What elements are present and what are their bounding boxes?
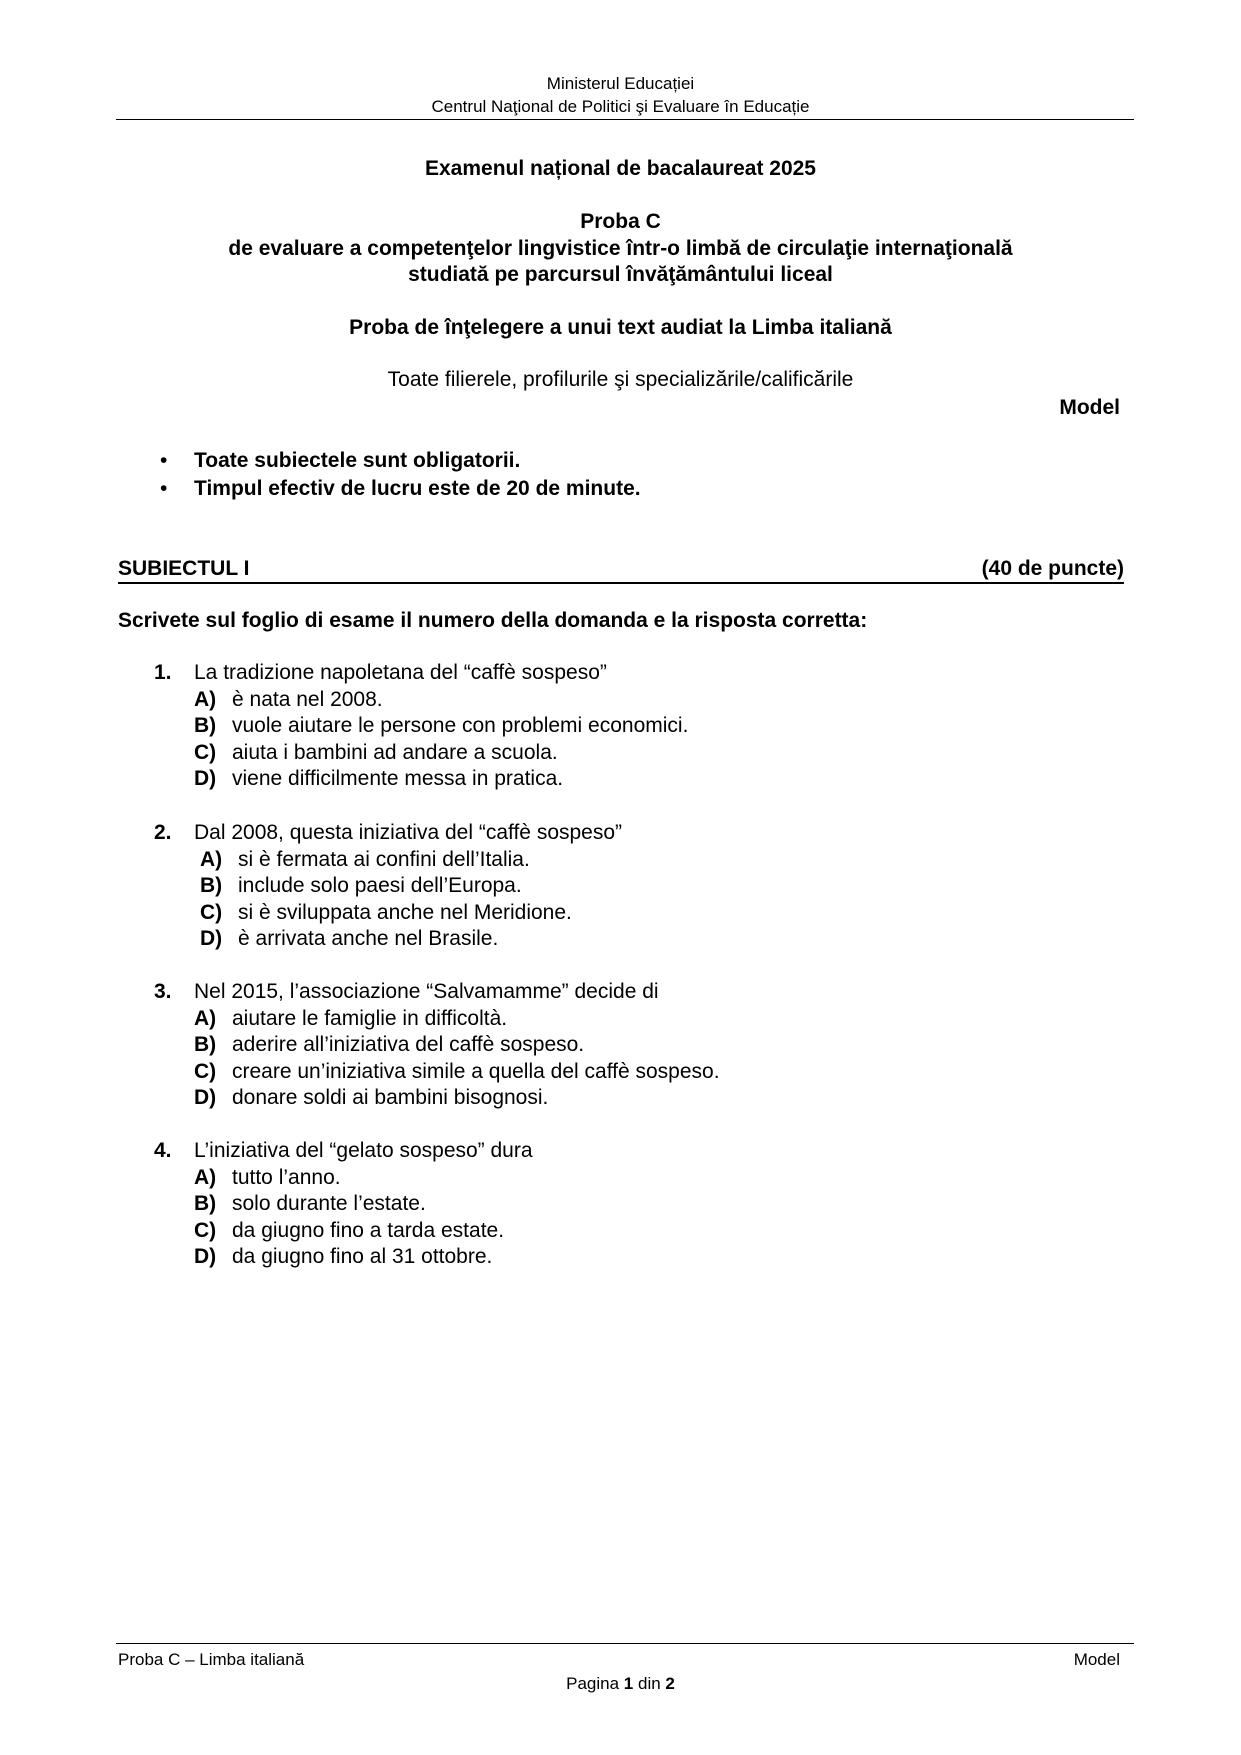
bullet-icon: • bbox=[160, 477, 168, 500]
option-letter: B) bbox=[194, 714, 217, 737]
option-text: aiutare le famiglie in difficoltà. bbox=[232, 1006, 508, 1030]
option-text: si è sviluppata anche nel Meridione. bbox=[238, 900, 572, 924]
rule-item bbox=[160, 447, 520, 474]
bullet-icon: • bbox=[160, 449, 168, 472]
subject-title: SUBIECTUL I bbox=[118, 557, 250, 580]
option-text: tutto l’anno. bbox=[232, 1165, 341, 1189]
option-letter: D) bbox=[200, 927, 223, 950]
option-text: è nata nel 2008. bbox=[232, 687, 383, 711]
header-rule bbox=[116, 119, 1134, 120]
page-current: 1 bbox=[623, 1674, 634, 1693]
question-2 bbox=[154, 820, 622, 953]
option-text: solo durante l’estate. bbox=[232, 1192, 426, 1215]
option-text: da giugno fino a tarda estate. bbox=[232, 1218, 505, 1242]
footer-right: Model bbox=[1073, 1650, 1120, 1669]
proba-description-line2: studiată pe parcursul învăţământului liceal bbox=[408, 263, 833, 286]
question-number: 3. bbox=[154, 980, 172, 1003]
option-text: si è fermata ai confini dell’Italia. bbox=[238, 847, 530, 871]
question-text: Dal 2008, questa iniziativa del “caffè sospeso” bbox=[194, 821, 623, 844]
option-text: vuole aiutare le persone con problemi economici. bbox=[232, 714, 689, 737]
rule-item bbox=[160, 475, 641, 502]
option-text: aderire all’iniziativa del caffè sospeso. bbox=[232, 1033, 585, 1056]
proba-description-line1: de evaluare a competenţelor lingvistice într-o limbă de circulaţie internaţională bbox=[228, 237, 1013, 260]
option-text: creare un’iniziativa simile a quella del caffè sospeso. bbox=[232, 1059, 720, 1083]
footer-left: Proba C – Limba italiană bbox=[118, 1650, 305, 1669]
filiere-text: Toate filierele, profilurile şi specializările/calificările bbox=[387, 368, 854, 391]
rule-text: Timpul efectiv de lucru este de 20 de minute. bbox=[194, 477, 641, 500]
question-3 bbox=[154, 979, 720, 1112]
option-letter: C) bbox=[200, 900, 223, 924]
option-letter: A) bbox=[200, 847, 223, 871]
header-ministry: Ministerul Educației bbox=[546, 74, 695, 93]
test-name: Proba de înţelegere a unui text audiat la Limba italiană bbox=[349, 316, 892, 339]
question-number: 4. bbox=[154, 1139, 172, 1162]
option-letter: B) bbox=[200, 874, 223, 897]
option-text: donare soldi ai bambini bisognosi. bbox=[232, 1086, 549, 1109]
header-center: Centrul Naţional de Politici şi Evaluare în Educație bbox=[431, 97, 810, 116]
option-letter: D) bbox=[194, 767, 217, 790]
option-letter: A) bbox=[194, 687, 217, 711]
rule-text: Toate subiectele sunt obligatorii. bbox=[194, 449, 521, 472]
question-text: Nel 2015, l’associazione “Salvamamme” decide di bbox=[194, 980, 659, 1003]
exam-title: Examenul național de bacalaureat 2025 bbox=[424, 157, 816, 180]
option-letter: B) bbox=[194, 1033, 217, 1056]
subject-instruction: Scrivete sul foglio di esame il numero della domanda e la risposta corretta: bbox=[118, 609, 868, 632]
option-letter: C) bbox=[194, 740, 217, 764]
option-letter: C) bbox=[194, 1218, 217, 1242]
page-indicator bbox=[0, 1673, 1241, 1695]
option-letter: D) bbox=[194, 1245, 217, 1268]
question-1 bbox=[154, 660, 688, 793]
option-letter: B) bbox=[194, 1192, 217, 1215]
model-label: Model bbox=[1059, 396, 1120, 419]
option-letter: D) bbox=[194, 1086, 217, 1109]
page-total: 2 bbox=[665, 1674, 675, 1693]
footer-rule bbox=[116, 1643, 1134, 1644]
question-4 bbox=[154, 1138, 533, 1271]
option-letter: A) bbox=[194, 1006, 217, 1030]
subject-heading bbox=[118, 555, 1124, 584]
option-text: include solo paesi dell’Europa. bbox=[238, 874, 522, 897]
question-text: L’iniziativa del “gelato sospeso” dura bbox=[194, 1139, 533, 1162]
option-letter: C) bbox=[194, 1059, 217, 1083]
option-text: è arrivata anche nel Brasile. bbox=[238, 927, 499, 950]
page-word: Pagina bbox=[566, 1674, 620, 1693]
subject-points: (40 de puncte) bbox=[981, 557, 1124, 580]
proba-title: Proba C bbox=[580, 210, 661, 233]
page-of: din bbox=[637, 1674, 661, 1693]
option-text: viene difficilmente messa in pratica. bbox=[232, 767, 564, 790]
option-text: da giugno fino al 31 ottobre. bbox=[232, 1245, 493, 1268]
option-text: aiuta i bambini ad andare a scuola. bbox=[232, 740, 558, 764]
question-number: 1. bbox=[154, 661, 172, 684]
question-text: La tradizione napoletana del “caffè sospeso” bbox=[194, 661, 607, 684]
question-number: 2. bbox=[154, 821, 172, 844]
option-letter: A) bbox=[194, 1165, 217, 1189]
